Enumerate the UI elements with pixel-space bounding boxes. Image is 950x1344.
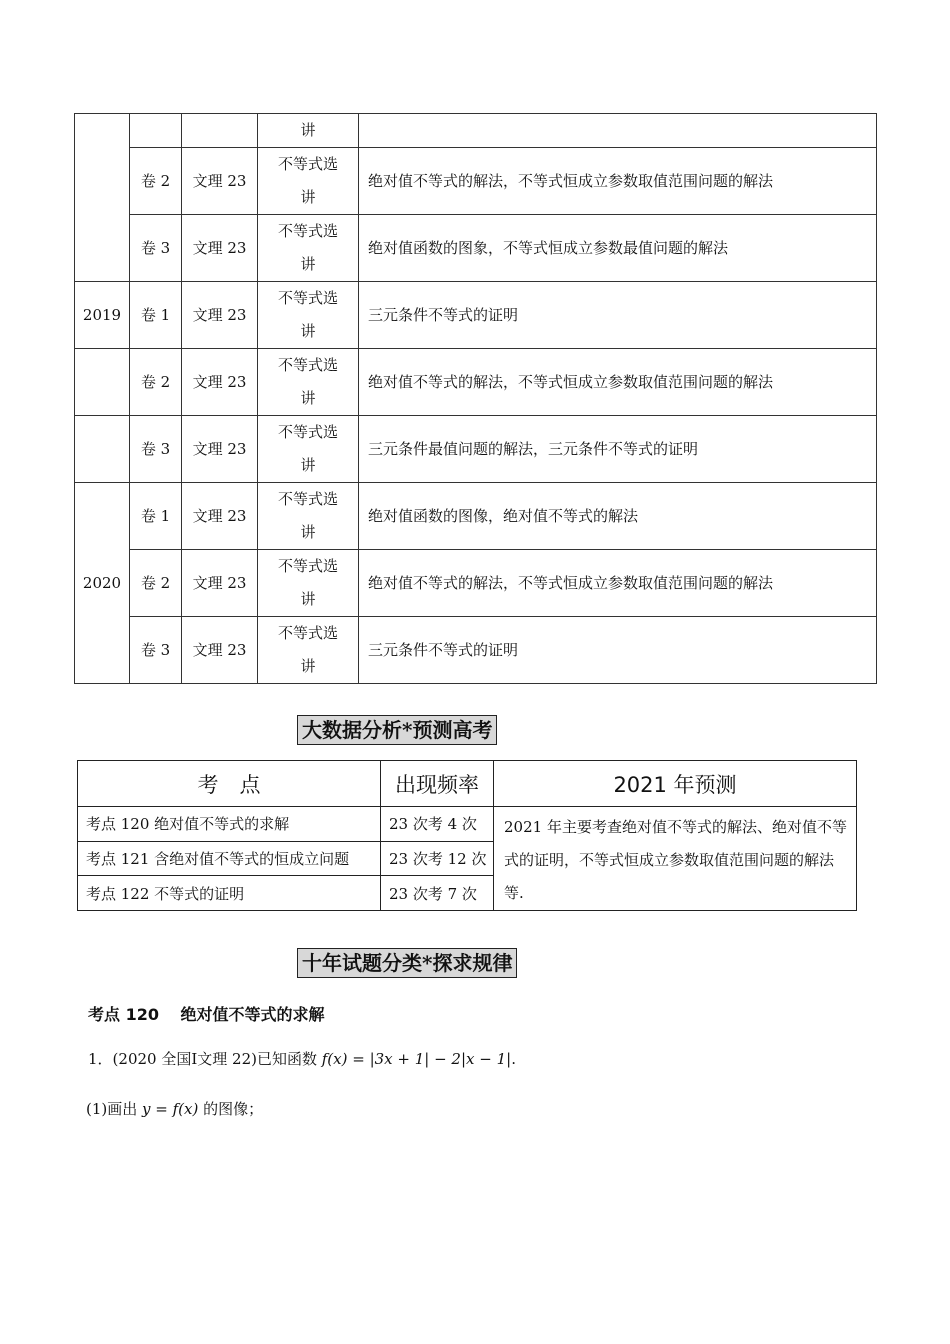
desc-cell: 三元条件不等式的证明 xyxy=(359,282,877,349)
topic-cell xyxy=(258,416,359,483)
topic-text: 不等式选 xyxy=(277,557,338,575)
paper-cell: 卷 3 xyxy=(130,416,182,483)
paper-cell: 卷 1 xyxy=(130,483,182,550)
topic-cell xyxy=(258,215,359,282)
column-header: 考 点 xyxy=(78,761,381,807)
exam-point-cell: 考点 120 绝对值不等式的求解 xyxy=(78,807,381,842)
table-row xyxy=(78,807,857,842)
desc-cell: 绝对值不等式的解法，不等式恒成立参数取值范围问题的解法 xyxy=(359,349,877,416)
section-banner-analysis: 大数据分析*预测高考 xyxy=(297,715,497,745)
topic-cell xyxy=(258,617,359,684)
paper-cell: 卷 1 xyxy=(130,282,182,349)
table-row xyxy=(75,282,877,349)
paper-cell xyxy=(130,114,182,148)
topic-text: 不等式选 xyxy=(277,624,338,642)
topic-text: 讲 xyxy=(300,590,316,608)
topic-text: 不等式选 xyxy=(277,222,338,240)
year-cell xyxy=(75,349,130,416)
topic-cell xyxy=(258,349,359,416)
subject-cell: 文理 23 xyxy=(182,282,258,349)
table-row xyxy=(75,483,877,550)
topic-cell xyxy=(258,550,359,617)
table-row xyxy=(75,550,877,617)
frequency-cell: 23 次考 12 次 xyxy=(381,841,494,876)
frequency-cell: 23 次考 7 次 xyxy=(381,876,494,911)
question-formula: f(x) = |3x + 1| − 2|x − 1| xyxy=(321,1050,512,1068)
topic-text: 讲 xyxy=(300,255,316,273)
subject-cell: 文理 23 xyxy=(182,416,258,483)
topic-text: 讲 xyxy=(300,188,316,206)
topic-text: 不等式选 xyxy=(277,490,338,508)
year-cell: 2019 xyxy=(75,282,130,349)
topic-text: 讲 xyxy=(300,456,316,474)
sub-question-suffix: 的图像； xyxy=(198,1100,264,1118)
paper-cell: 卷 3 xyxy=(130,215,182,282)
topic-cell xyxy=(258,148,359,215)
frequency-cell: 23 次考 4 次 xyxy=(381,807,494,842)
topic-cell xyxy=(258,114,359,148)
question-suffix: . xyxy=(511,1050,516,1068)
section-heading: 考点 120 绝对值不等式的求解 xyxy=(88,1005,325,1024)
prediction-table xyxy=(77,760,857,911)
topic-cell xyxy=(258,282,359,349)
table-row xyxy=(75,215,877,282)
table-row xyxy=(75,148,877,215)
subject-cell: 文理 23 xyxy=(182,550,258,617)
column-header: 2021 年预测 xyxy=(494,761,857,807)
topic-text: 讲 xyxy=(300,322,316,340)
topic-text: 不等式选 xyxy=(277,155,338,173)
topic-text: 不等式选 xyxy=(277,356,338,374)
topic-text: 讲 xyxy=(300,389,316,407)
table-row xyxy=(75,114,877,148)
paper-cell: 卷 2 xyxy=(130,550,182,617)
section-banner-classify: 十年试题分类*探求规律 xyxy=(297,948,517,978)
sub-question-prefix: (1)画出 xyxy=(86,1100,143,1118)
topic-text: 讲 xyxy=(300,523,316,541)
subject-cell: 文理 23 xyxy=(182,483,258,550)
topic-text: 讲 xyxy=(300,657,316,675)
year-cell xyxy=(75,114,130,282)
desc-cell: 绝对值函数的图像，绝对值不等式的解法 xyxy=(359,483,877,550)
exam-distribution-table xyxy=(74,113,877,684)
table-row xyxy=(75,617,877,684)
table-row xyxy=(75,416,877,483)
year-cell: 2020 xyxy=(75,483,130,684)
sub-question-formula: y = f(x) xyxy=(142,1100,199,1118)
desc-cell: 三元条件不等式的证明 xyxy=(359,617,877,684)
table-row xyxy=(75,349,877,416)
question-prefix: 1．(2020 全国Ⅰ文理 22)已知函数 xyxy=(88,1050,322,1068)
exam-point-cell: 考点 121 含绝对值不等式的恒成立问题 xyxy=(78,841,381,876)
paper-cell: 卷 3 xyxy=(130,617,182,684)
desc-cell: 绝对值函数的图象，不等式恒成立参数最值问题的解法 xyxy=(359,215,877,282)
subject-cell: 文理 23 xyxy=(182,349,258,416)
subject-cell: 文理 23 xyxy=(182,215,258,282)
column-header: 出现频率 xyxy=(381,761,494,807)
subject-cell: 文理 23 xyxy=(182,148,258,215)
sub-question-text xyxy=(86,1098,263,1119)
desc-cell: 三元条件最值问题的解法，三元条件不等式的证明 xyxy=(359,416,877,483)
exam-point-cell: 考点 122 不等式的证明 xyxy=(78,876,381,911)
paper-cell: 卷 2 xyxy=(130,349,182,416)
paper-cell: 卷 2 xyxy=(130,148,182,215)
desc-cell: 绝对值不等式的解法，不等式恒成立参数取值范围问题的解法 xyxy=(359,148,877,215)
year-cell xyxy=(75,416,130,483)
topic-cell xyxy=(258,483,359,550)
subject-cell: 文理 23 xyxy=(182,617,258,684)
topic-text: 不等式选 xyxy=(277,289,338,307)
desc-cell xyxy=(359,114,877,148)
table-header-row xyxy=(78,761,857,807)
forecast-cell: 2021 年主要考查绝对值不等式的解法、绝对值不等式的证明，不等式恒成立参数取值范围问题的解法等. xyxy=(494,807,857,911)
topic-text: 讲 xyxy=(300,121,316,139)
topic-text: 不等式选 xyxy=(277,423,338,441)
desc-cell: 绝对值不等式的解法，不等式恒成立参数取值范围问题的解法 xyxy=(359,550,877,617)
question-text xyxy=(88,1048,516,1069)
subject-cell xyxy=(182,114,258,148)
